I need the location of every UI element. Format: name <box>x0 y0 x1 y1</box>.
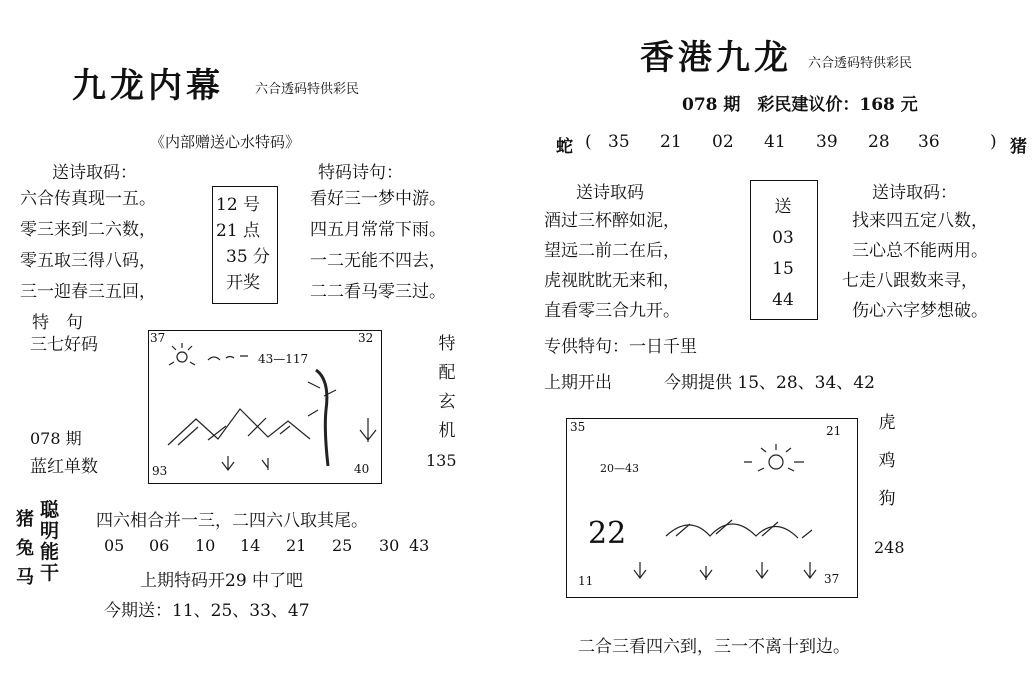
number-cell: 43 <box>409 536 430 555</box>
special-line: 一二无能不四去， <box>310 251 446 271</box>
this-offer: 今期提供 15、28、34、42 <box>664 373 875 393</box>
poem-line: 零五取三得八码， <box>20 251 156 271</box>
send-label: 送 <box>774 197 792 217</box>
poem-line: 零三来到二六数， <box>20 220 156 240</box>
number-cell: 25 <box>332 536 353 555</box>
side-char: 配 <box>438 363 456 383</box>
special-label: 特码诗句： <box>318 163 403 183</box>
blue-red: 蓝红单数 <box>30 457 98 477</box>
animal-horse: 马 <box>16 567 34 588</box>
send-box-text <box>750 192 816 316</box>
snake-close-paren: ) <box>990 132 997 152</box>
number-cell: 14 <box>240 536 261 555</box>
poem-line: 酒过三杯醉如泥， <box>544 211 680 231</box>
snake-number: 02 <box>712 132 734 152</box>
poem-line: 伤心六字梦想破。 <box>852 301 988 321</box>
left-poem-label: 送诗取码： <box>52 163 137 183</box>
special-line: 看好三一梦中游。 <box>310 189 446 209</box>
cong-char: 能 <box>40 541 60 563</box>
right-sketch-big: 22 <box>588 516 627 551</box>
side-char: 虎 <box>878 413 896 433</box>
right-poem-left <box>544 206 680 326</box>
last-special: 上期特码开29 中了吧 <box>140 571 304 591</box>
right-poem-right <box>842 206 988 326</box>
snake-numbers <box>608 132 958 152</box>
special-poem <box>310 184 446 308</box>
left-title: 九龙内幕 <box>72 66 224 106</box>
poem-line: 虎视眈眈无来和， <box>544 271 680 291</box>
poem-line: 直看零三合九开。 <box>544 301 680 321</box>
draw-minute: 35 分 <box>226 247 271 267</box>
right-side-number: 248 <box>874 538 905 557</box>
poem-line: 三一迎春三五回， <box>20 282 156 302</box>
left-poem <box>20 184 156 308</box>
poem-line: 望远二前二在后， <box>544 241 680 261</box>
side-char: 玄 <box>438 392 456 412</box>
side-char: 特 <box>438 334 456 354</box>
right-bottom-line: 二合三看四六到，三一不离十到边。 <box>578 637 850 657</box>
corner-tl: 37 <box>150 331 166 345</box>
snake-number: 39 <box>816 132 838 152</box>
left-side-vertical <box>436 330 458 446</box>
special-line: 二二看马零三过。 <box>310 282 446 302</box>
snake-label: 蛇 <box>556 137 573 157</box>
snake-number: 21 <box>660 132 682 152</box>
poem-line: 找来四五定八数， <box>852 211 988 231</box>
draw-hour: 21 点 <box>216 221 261 241</box>
left-issue: 078 期 <box>30 429 82 448</box>
corner-br: 40 <box>354 462 370 476</box>
cong-char: 聪 <box>40 499 60 521</box>
corner-bl: 11 <box>578 574 594 588</box>
tesu-label: 特 句 <box>32 313 83 333</box>
corner-tr: 32 <box>358 331 374 345</box>
poem-line: 七走八跟数来寻， <box>842 271 978 291</box>
animals-col <box>16 505 34 592</box>
tesu-text: 三七好码 <box>30 335 98 355</box>
send-number: 03 <box>772 228 794 248</box>
draw-time-text <box>216 192 270 296</box>
right-sketch-drawing <box>566 418 858 598</box>
this-send: 今期送：11、25、33、47 <box>104 601 310 621</box>
left-rhyme: 四六相合并一三，二四六八取其尾。 <box>96 511 368 531</box>
right-subtitle: 六合透码特供彩民 <box>808 56 913 71</box>
left-sketch-text: 43—117 <box>258 352 309 366</box>
snake-number: 41 <box>764 132 786 152</box>
left-subtitle: 六合透码特供彩民 <box>255 82 360 97</box>
send-number: 44 <box>772 290 794 310</box>
last-open: 上期开出 <box>544 373 612 393</box>
corner-bl: 93 <box>152 464 168 478</box>
poem-line: 三心总不能两用。 <box>852 241 988 261</box>
left-sketch-drawing <box>148 330 382 484</box>
snake-number: 36 <box>918 132 940 152</box>
right-side-vertical <box>876 404 898 518</box>
left-side-number: 135 <box>426 451 457 470</box>
snake-open-paren: ( <box>585 132 592 152</box>
poem-line: 六合传真现一五。 <box>20 189 156 209</box>
number-cell: 10 <box>195 536 216 555</box>
animal-pig: 猪 <box>16 509 34 530</box>
corner-tr: 21 <box>826 424 842 438</box>
number-cell: 30 <box>379 536 400 555</box>
number-cell: 05 <box>104 536 125 555</box>
side-char: 鸡 <box>878 451 896 471</box>
right-sketch-text: 20—43 <box>600 462 639 475</box>
special-phrase: 专供特句：一日千里 <box>544 337 697 357</box>
number-cell: 06 <box>149 536 170 555</box>
right-poem-label-right: 送诗取码： <box>872 183 957 203</box>
right-issue-line: 078 期 彩民建议价：168 元 <box>682 95 918 115</box>
right-poem-label-left: 送诗取码 <box>576 183 644 203</box>
corner-tl: 35 <box>570 420 586 434</box>
left-header: 《内部赠送心水特码》 <box>150 133 301 151</box>
draw-day: 12 号 <box>216 195 261 215</box>
number-cell: 21 <box>286 536 307 555</box>
cong-col <box>40 500 59 584</box>
side-char: 机 <box>438 421 456 441</box>
send-number: 15 <box>772 259 794 279</box>
side-char: 狗 <box>878 489 896 509</box>
animal-rabbit: 兔 <box>16 538 34 559</box>
special-line: 四五月常常下雨。 <box>310 220 446 240</box>
pig-label: 猪 <box>1010 137 1027 157</box>
draw-open: 开奖 <box>226 273 260 293</box>
cong-char: 干 <box>40 562 60 584</box>
cong-char: 明 <box>40 520 60 542</box>
corner-br: 37 <box>824 572 840 586</box>
snake-number: 28 <box>868 132 890 152</box>
left-numbers <box>104 536 439 555</box>
right-title: 香港九龙 <box>640 38 792 78</box>
snake-number: 35 <box>608 132 630 152</box>
